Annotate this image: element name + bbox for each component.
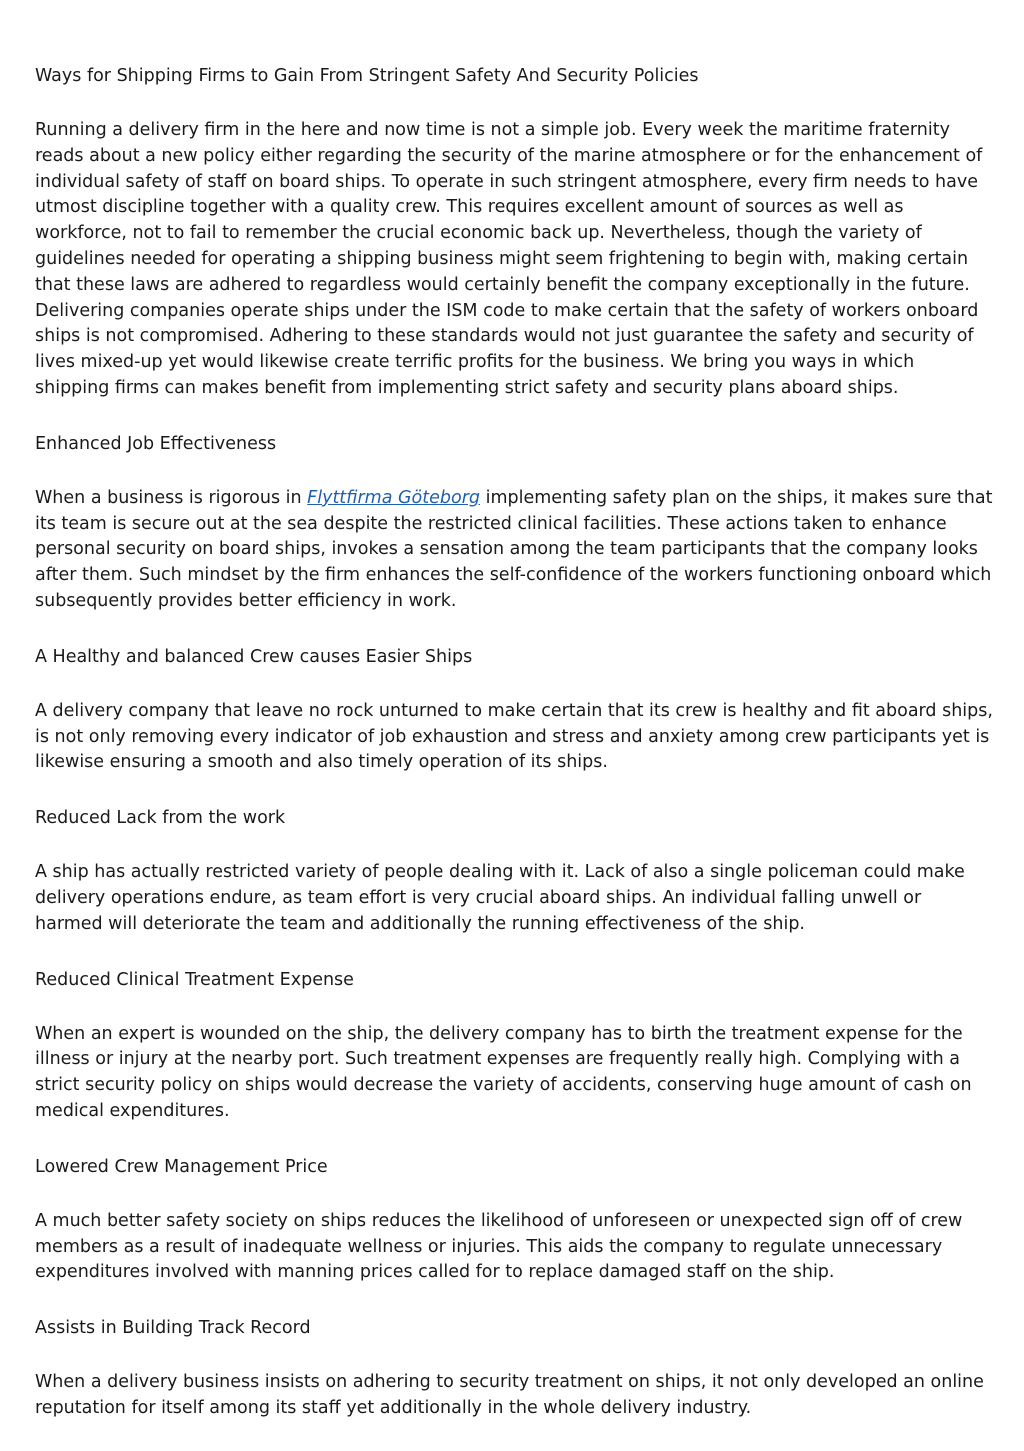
section-heading-track-record: Assists in Building Track Record bbox=[35, 1318, 311, 1339]
section-paragraph-healthy-crew: A delivery company that leave no rock unturned to make certain that its crew is healthy and fit aboard ships, is not only removing every indicator of job exhaustion and stress and anxiety among crew participants yet is likewise ensuring a smooth and also timely operation of its ships. bbox=[35, 700, 993, 773]
section-heading-job-effectiveness: Enhanced Job Effectiveness bbox=[35, 433, 277, 454]
flyttfirma-link[interactable]: Flyttfirma Göteborg bbox=[307, 487, 481, 508]
section-paragraph-crew-management: A much better safety society on ships reduces the likelihood of unforeseen or unexpected sign off of crew members as a result of inadequate wellness or injuries. This aids the company to regulate unnecessary expenditures involved with manning prices called for to replace damaged staff on the ship. bbox=[35, 1210, 963, 1283]
section-heading-reduced-lack: Reduced Lack from the work bbox=[35, 808, 286, 829]
document-title: Ways for Shipping Firms to Gain From Stringent Safety And Security Policies bbox=[35, 66, 699, 86]
paragraph-text-after-link: implementing safety plan on the ships, it makes sure that its team is secure out at the sea despite the restricted clinical facilities. These actions taken to enhance personal security on board ships, invokes a sensation among the team participants that the company looks after them. Such mindset by the firm enhances the self-confidence of the workers functioning onboard which subsequently provides better efficiency in work. bbox=[35, 487, 993, 611]
section-heading-healthy-crew: A Healthy and balanced Crew causes Easier Ships bbox=[35, 646, 473, 667]
section-paragraph-track-record: When a delivery business insists on adhering to security treatment on ships, it not only developed an online reputation for itself among its staff yet additionally in the whole delivery industry. bbox=[35, 1372, 984, 1418]
section-paragraph-reduced-lack: A ship has actually restricted variety of people dealing with it. Lack of also a single policeman could make delivery operations endure, as team effort is very crucial aboard ships. An individual falling unwell or harmed will deteriorate the team and additionally the running effectiveness of the ship. bbox=[35, 862, 965, 934]
section-heading-crew-management: Lowered Crew Management Price bbox=[35, 1156, 328, 1177]
section-heading-treatment-expense: Reduced Clinical Treatment Expense bbox=[35, 969, 354, 990]
paragraph-text-before-link: When a business is rigorous in bbox=[35, 487, 308, 508]
document-page bbox=[35, 63, 993, 1451]
section-paragraph-treatment-expense: When an expert is wounded on the ship, the delivery company has to birth the treatment expense for the illness or injury at the nearby port. Such treatment expenses are frequently really high. Complying with a strict security policy on ships would decrease the variety of accidents, conserving huge amount of cash on medical expenditures. bbox=[35, 1023, 972, 1121]
section-paragraph-job-effectiveness bbox=[35, 486, 993, 615]
intro-paragraph: Running a delivery firm in the here and now time is not a simple job. Every week the maritime fraternity reads about a new policy either regarding the security of the marine atmosphere or for the enhancement of individual safety of staff on board ships. To operate in such stringent atmosphere, every firm needs to have utmost discipline together with a quality crew. This requires excellent amount of sources as well as workforce, not to fail to remember the crucial economic back up. Nevertheless, though the variety of guidelines needed for operating a shipping business might seem frightening to begin with, making certain that these laws are adhered to regardless would certainly benefit the company exceptionally in the future. Delivering companies operate ships under the ISM code to make certain that the safety of workers onboard ships is not compromised. Adhering to these standards would not just guarantee the safety and security of lives mixed-up yet would likewise create terrific profits for the business. We bring you ways in which shipping firms can makes benefit from implementing strict safety and security plans aboard ships. bbox=[35, 120, 983, 398]
